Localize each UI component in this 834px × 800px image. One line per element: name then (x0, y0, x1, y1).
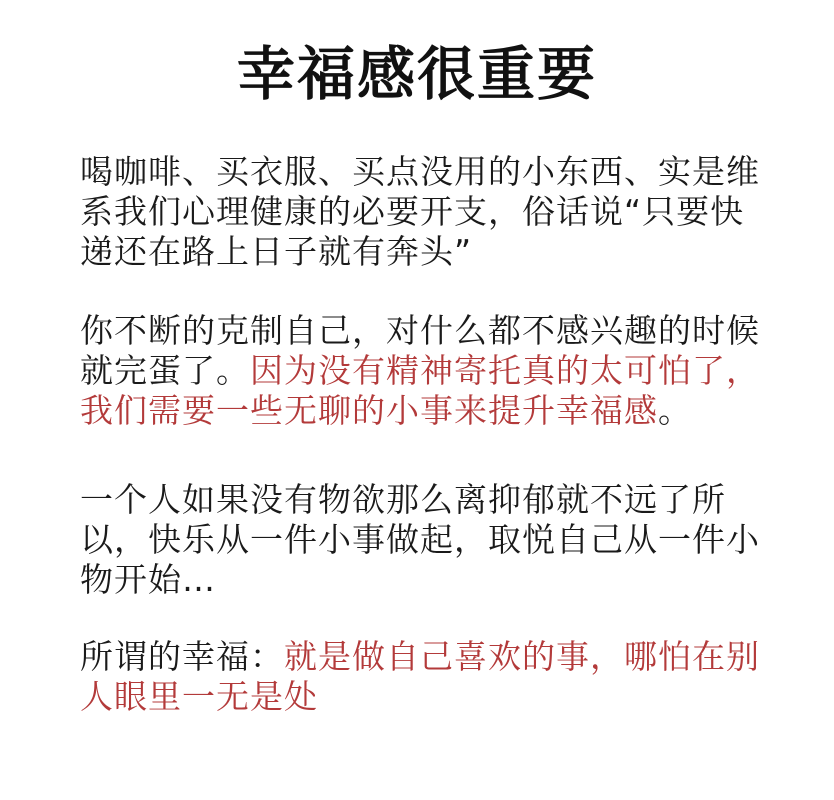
highlighted-text: 因为没有精神寄托真的太可怕了， (250, 351, 760, 390)
paragraph-line (80, 232, 780, 272)
paragraph-line (80, 152, 780, 192)
body-text: 你不断的克制自己，对什么都不感兴趣的时候 (80, 311, 760, 350)
page-title: 幸福感很重要 (236, 40, 597, 108)
body-text: 递还在路上日子就有奔头” (80, 232, 473, 271)
body-text: 所谓的幸福： (80, 637, 284, 676)
paragraph-line (80, 560, 780, 600)
paragraph-line (80, 677, 780, 717)
body-text: 系我们心理健康的必要开支，俗话说“只要快 (80, 192, 745, 231)
highlighted-text: 我们需要一些无聊的小事来提升幸福感 (80, 391, 658, 430)
highlighted-text: 人眼里一无是处 (80, 677, 318, 716)
paragraph-line (80, 480, 780, 520)
paragraph-line (80, 391, 780, 431)
body-text: 以，快乐从一件小事做起，取悦自己从一件小 (80, 520, 760, 559)
paragraph-3 (80, 480, 780, 600)
paragraph-4 (80, 637, 780, 717)
paragraph-line (80, 637, 780, 677)
paragraph-1 (80, 152, 780, 272)
body-text: 喝咖啡、买衣服、买点没用的小东西、实是维 (80, 152, 760, 191)
paragraph-line (80, 351, 780, 391)
body-text: 。 (658, 391, 692, 430)
paragraph-line (80, 311, 780, 351)
body-text: 物开始… (80, 560, 216, 599)
body-text: 一个人如果没有物欲那么离抑郁就不远了所 (80, 480, 726, 519)
paragraph-line (80, 192, 780, 232)
paragraph-2 (80, 311, 780, 431)
body-text: 就完蛋了。 (80, 351, 250, 390)
paragraph-line (80, 520, 780, 560)
highlighted-text: 就是做自己喜欢的事，哪怕在别 (284, 637, 760, 676)
